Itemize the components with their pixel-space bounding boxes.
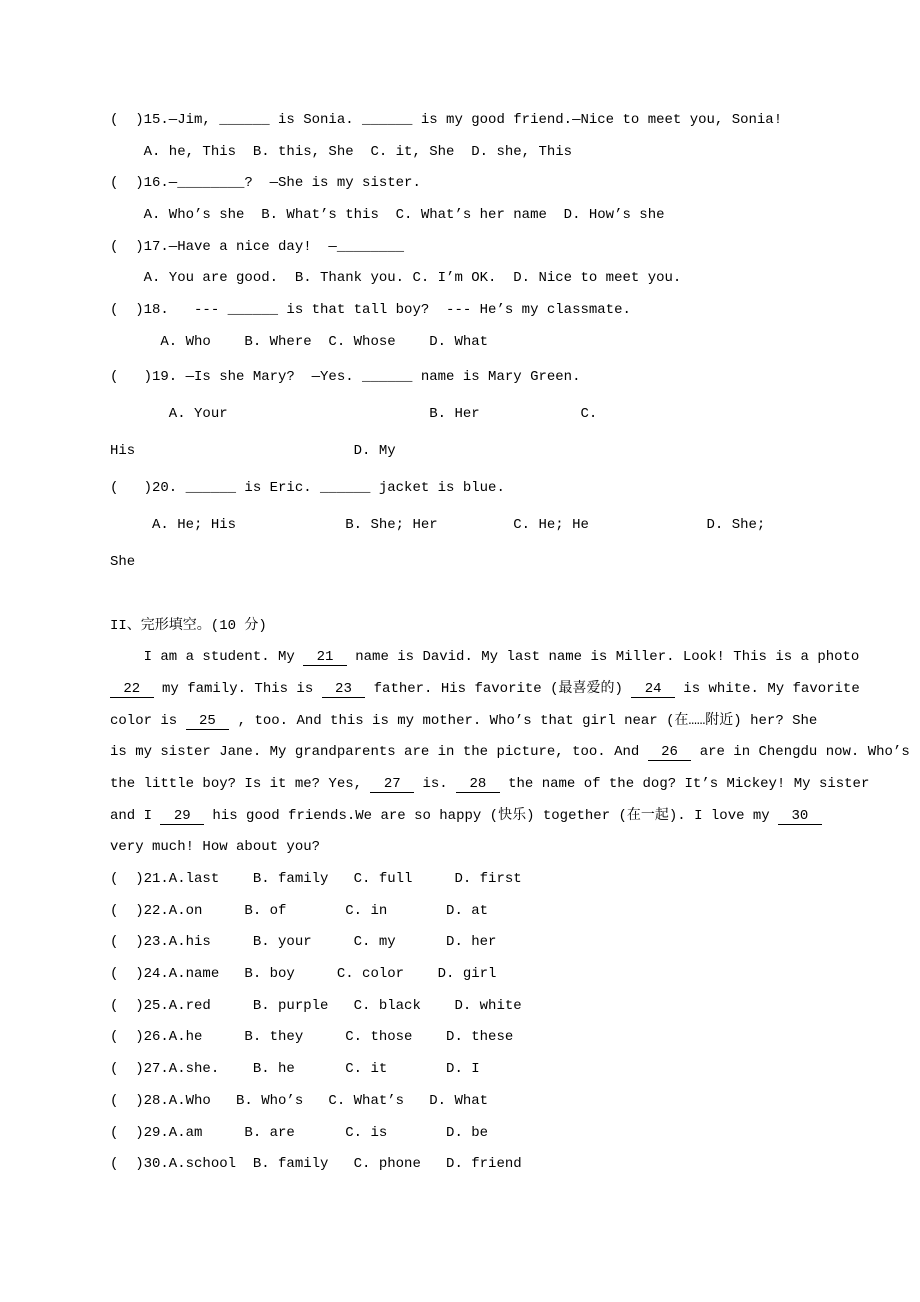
- cloze-passage-line-7: very much! How about you?: [110, 839, 321, 856]
- question-18-stem: ( )18. --- ______ is that tall boy? --- He’s my classmate.: [110, 302, 631, 319]
- cloze-question-26: ( )26.A.he B. they C. those D. these: [110, 1029, 514, 1046]
- cloze-passage-line-6: and I 29 his good friends.We are so happy (快乐) together (在一起). I love my 30: [110, 801, 900, 833]
- question-15-stem: ( )15.—Jim, ______ is Sonia. ______ is my good friend.—Nice to meet you, Sonia!: [110, 112, 783, 128]
- cloze-blank-21: 21: [303, 649, 347, 666]
- cloze-passage-line-4: is my sister Jane. My grandparents are in the picture, too. And 26 are in Chengdu now. Who’s: [110, 744, 910, 761]
- cloze-passage-line-5: the little boy? Is it me? Yes, 27 is. 28 the name of the dog? It’s Mickey! My sister: [110, 775, 870, 792]
- question-20-options-wrap: She: [110, 553, 136, 570]
- cloze-question-27: ( )27.A.she. B. he C. it D. I: [110, 1061, 480, 1078]
- cloze-blank-25: 25: [186, 713, 230, 730]
- cloze-passage-line-2: 22 my family. This is 23 father. His favorite (最喜爱的) 24 is white. My favorite: [110, 674, 900, 706]
- cloze-blank-27: 27: [370, 776, 414, 793]
- cloze-question-22: ( )22.A.on B. of C. in D. at: [110, 902, 489, 919]
- cloze-blank-26: 26: [648, 744, 692, 761]
- question-19-options-wrap: His D. My: [110, 442, 396, 459]
- section-gap: [110, 581, 900, 611]
- cloze-question-23: ( )23.A.his B. your C. my D. her: [110, 934, 497, 951]
- cloze-question-24: ( )24.A.name B. boy C. color D. girl: [110, 966, 497, 983]
- question-18-options: A. Who B. Where C. Whose D. What: [110, 333, 489, 350]
- cloze-question-30: ( )30.A.school B. family C. phone D. friend: [110, 1156, 522, 1173]
- question-20-options: A. He; His B. She; Her C. He; He D. She;: [110, 516, 766, 533]
- question-16-options: A. Who’s she B. What’s this C. What’s her name D. How’s she: [110, 207, 665, 224]
- cloze-blank-23: 23: [322, 681, 366, 698]
- cloze-question-28: ( )28.A.Who B. Who’s C. What’s D. What: [110, 1092, 489, 1109]
- cloze-passage-line-3: color is 25 , too. And this is my mother. Who’s that girl near (在……附近) her? She: [110, 712, 818, 729]
- question-16-stem: ( )16.—________? —She is my sister.: [110, 175, 421, 192]
- cloze-blank-24: 24: [631, 681, 675, 698]
- question-19-options: A. Your B. Her C.: [110, 405, 598, 422]
- cloze-question-29: ( )29.A.am B. are C. is D. be: [110, 1124, 489, 1141]
- question-20-stem: ( )20. ______ is Eric. ______ jacket is blue.: [110, 479, 505, 496]
- cloze-blank-22: 22: [110, 681, 154, 698]
- cloze-question-21: ( )21.A.last B. family C. full D. first: [110, 871, 522, 887]
- question-17-stem: ( )17.—Have a nice day! —________: [110, 238, 405, 255]
- cloze-question-25: ( )25.A.red B. purple C. black D. white: [110, 997, 522, 1014]
- cloze-passage-line-1: I am a student. My 21 name is David. My last name is Miller. Look! This is a photo: [110, 649, 860, 666]
- cloze-blank-28: 28: [456, 776, 500, 793]
- cloze-blank-29: 29: [160, 808, 204, 825]
- question-17-options: A. You are good. B. Thank you. C. I’m OK. D. Nice to meet you.: [110, 270, 682, 287]
- cloze-blank-30: 30: [778, 808, 822, 825]
- section-2-heading: II、完形填空。(10 分): [110, 617, 267, 634]
- question-15-options: A. he, This B. this, She C. it, She D. she, This: [110, 143, 573, 160]
- question-19-stem: ( )19. —Is she Mary? —Yes. ______ name is Mary Green.: [110, 368, 581, 385]
